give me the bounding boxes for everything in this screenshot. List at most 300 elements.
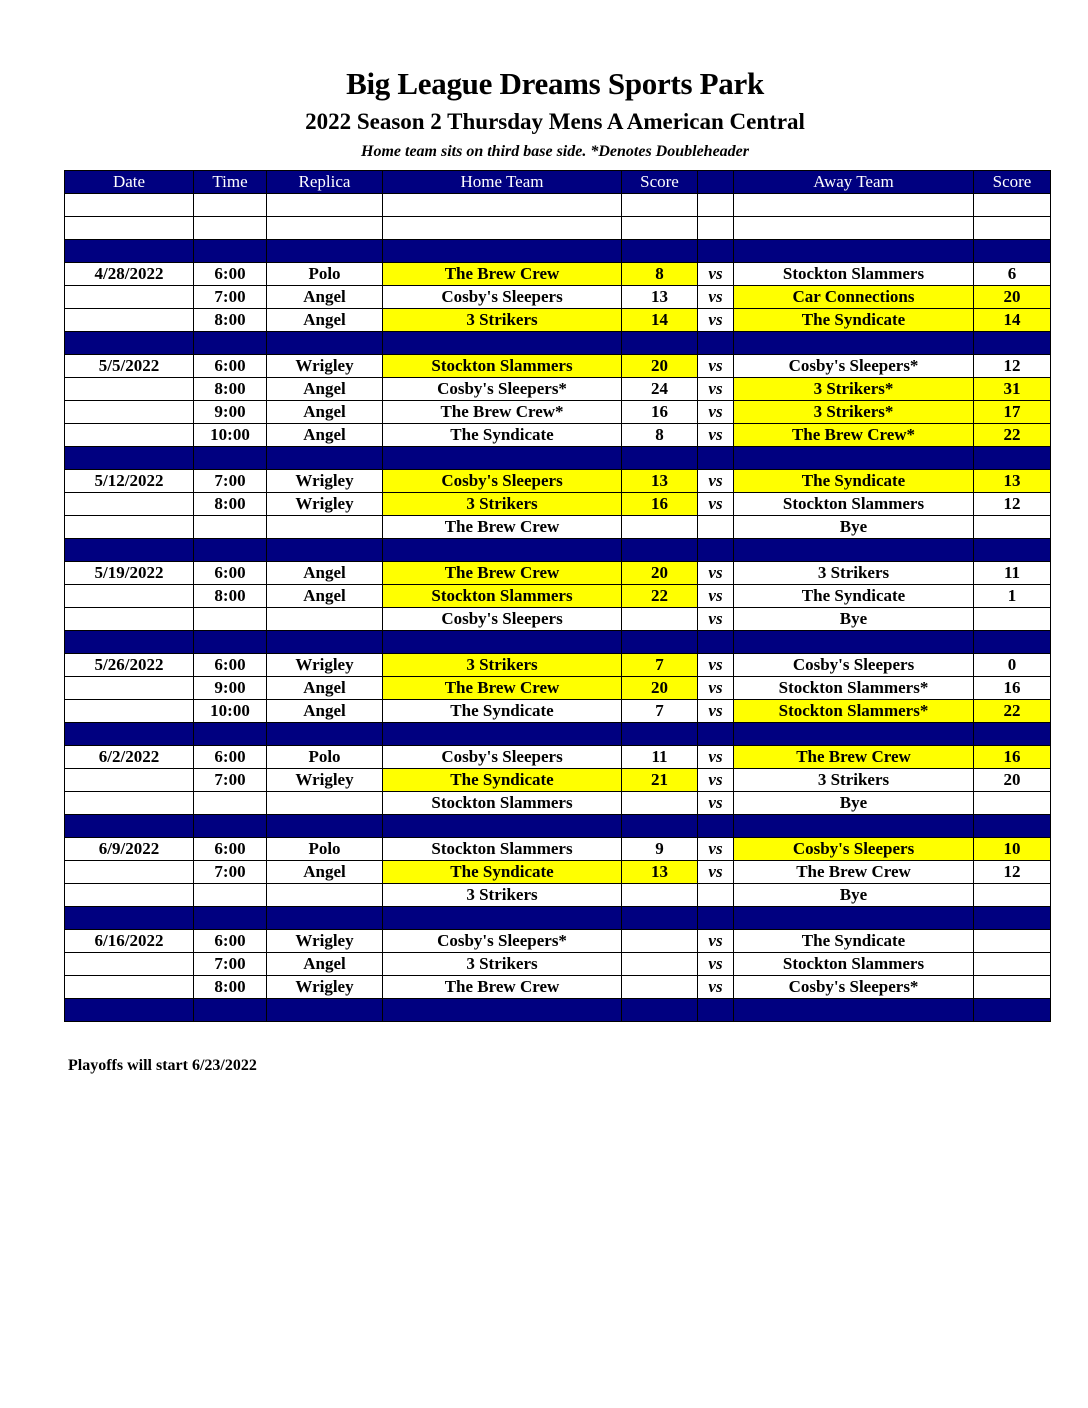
away-score-cell xyxy=(974,217,1051,240)
time-cell: 7:00 xyxy=(194,769,267,792)
date-cell xyxy=(65,976,194,999)
separator-row xyxy=(65,999,1051,1022)
date-cell xyxy=(65,194,194,217)
replica-cell: Polo xyxy=(267,746,383,769)
table-row xyxy=(65,355,1051,378)
home-score-cell xyxy=(622,930,698,953)
separator-cell xyxy=(698,907,734,930)
vs-cell: vs xyxy=(698,585,734,608)
separator-cell xyxy=(974,907,1051,930)
vs-cell: vs xyxy=(698,493,734,516)
date-cell xyxy=(65,309,194,332)
vs-cell: vs xyxy=(698,746,734,769)
separator-cell xyxy=(267,907,383,930)
separator-cell xyxy=(622,332,698,355)
vs-cell: vs xyxy=(698,309,734,332)
col-header-home-score: Score xyxy=(622,171,698,194)
table-row xyxy=(65,976,1051,999)
separator-cell xyxy=(65,447,194,470)
separator-cell xyxy=(698,815,734,838)
time-cell: 6:00 xyxy=(194,355,267,378)
separator-cell xyxy=(698,447,734,470)
separator-cell xyxy=(194,447,267,470)
separator-cell xyxy=(194,539,267,562)
separator-cell xyxy=(383,631,622,654)
vs-cell: vs xyxy=(698,263,734,286)
home-score-cell xyxy=(622,884,698,907)
time-cell xyxy=(194,792,267,815)
separator-cell xyxy=(267,539,383,562)
vs-cell: vs xyxy=(698,769,734,792)
table-row xyxy=(65,861,1051,884)
separator-cell xyxy=(734,907,974,930)
separator-cell xyxy=(974,240,1051,263)
separator-cell xyxy=(974,723,1051,746)
table-row xyxy=(65,194,1051,217)
home-team-cell: The Brew Crew xyxy=(383,516,622,539)
home-team-cell: Stockton Slammers xyxy=(383,585,622,608)
away-team-cell: The Brew Crew xyxy=(734,861,974,884)
separator-cell xyxy=(267,447,383,470)
time-cell: 9:00 xyxy=(194,677,267,700)
table-row xyxy=(65,424,1051,447)
away-team-cell: Car Connections xyxy=(734,286,974,309)
separator-cell xyxy=(383,447,622,470)
home-score-cell xyxy=(622,792,698,815)
separator-cell xyxy=(698,999,734,1022)
home-score-cell xyxy=(622,953,698,976)
time-cell xyxy=(194,217,267,240)
vs-cell xyxy=(698,194,734,217)
home-score-cell xyxy=(622,976,698,999)
home-score-cell: 20 xyxy=(622,562,698,585)
away-score-cell xyxy=(974,792,1051,815)
date-cell xyxy=(65,608,194,631)
home-score-cell: 9 xyxy=(622,838,698,861)
home-team-cell: 3 Strikers xyxy=(383,654,622,677)
home-team-cell: 3 Strikers xyxy=(383,493,622,516)
replica-cell: Angel xyxy=(267,562,383,585)
away-team-cell xyxy=(734,194,974,217)
away-score-cell xyxy=(974,516,1051,539)
away-team-cell: Stockton Slammers* xyxy=(734,677,974,700)
vs-cell: vs xyxy=(698,654,734,677)
vs-cell: vs xyxy=(698,976,734,999)
col-header-time: Time xyxy=(194,171,267,194)
replica-cell: Wrigley xyxy=(267,355,383,378)
away-team-cell: 3 Strikers* xyxy=(734,378,974,401)
replica-cell: Wrigley xyxy=(267,976,383,999)
replica-cell xyxy=(267,194,383,217)
separator-cell xyxy=(734,999,974,1022)
replica-cell: Angel xyxy=(267,861,383,884)
vs-cell: vs xyxy=(698,700,734,723)
away-team-cell: The Syndicate xyxy=(734,309,974,332)
replica-cell xyxy=(267,792,383,815)
separator-row xyxy=(65,907,1051,930)
away-score-cell: 22 xyxy=(974,700,1051,723)
separator-cell xyxy=(974,332,1051,355)
home-team-cell: The Syndicate xyxy=(383,700,622,723)
replica-cell: Angel xyxy=(267,585,383,608)
home-score-cell: 22 xyxy=(622,585,698,608)
date-cell xyxy=(65,585,194,608)
replica-cell: Angel xyxy=(267,309,383,332)
table-row xyxy=(65,884,1051,907)
home-score-cell: 11 xyxy=(622,746,698,769)
separator-cell xyxy=(194,631,267,654)
away-team-cell: Stockton Slammers xyxy=(734,493,974,516)
home-score-cell: 24 xyxy=(622,378,698,401)
away-score-cell: 1 xyxy=(974,585,1051,608)
doubleheader-note: Home team sits on third base side. *Denotes Doubleheader xyxy=(361,143,749,160)
separator-cell xyxy=(622,907,698,930)
replica-cell: Wrigley xyxy=(267,470,383,493)
col-header-home-team: Home Team xyxy=(383,171,622,194)
replica-cell: Angel xyxy=(267,378,383,401)
separator-cell xyxy=(194,815,267,838)
separator-cell xyxy=(65,631,194,654)
schedule-table xyxy=(64,170,1051,1022)
separator-cell xyxy=(622,723,698,746)
time-cell: 8:00 xyxy=(194,378,267,401)
page-title: Big League Dreams Sports Park xyxy=(346,66,764,101)
away-team-cell: The Brew Crew* xyxy=(734,424,974,447)
separator-cell xyxy=(698,332,734,355)
separator-cell xyxy=(698,631,734,654)
table-row xyxy=(65,953,1051,976)
home-score-cell: 20 xyxy=(622,677,698,700)
home-team-cell: Cosby's Sleepers xyxy=(383,470,622,493)
away-score-cell: 12 xyxy=(974,355,1051,378)
vs-cell: vs xyxy=(698,378,734,401)
separator-cell xyxy=(65,907,194,930)
playoffs-note: Playoffs will start 6/23/2022 xyxy=(68,1057,257,1074)
separator-cell xyxy=(194,723,267,746)
away-team-cell: 3 Strikers xyxy=(734,562,974,585)
separator-cell xyxy=(622,240,698,263)
home-team-cell xyxy=(383,194,622,217)
date-cell xyxy=(65,953,194,976)
home-team-cell: Stockton Slammers xyxy=(383,838,622,861)
time-cell: 6:00 xyxy=(194,263,267,286)
separator-row xyxy=(65,447,1051,470)
vs-cell xyxy=(698,516,734,539)
time-cell xyxy=(194,884,267,907)
separator-cell xyxy=(194,240,267,263)
vs-cell: vs xyxy=(698,424,734,447)
table-row xyxy=(65,608,1051,631)
replica-cell: Angel xyxy=(267,953,383,976)
date-cell xyxy=(65,700,194,723)
time-cell: 6:00 xyxy=(194,838,267,861)
away-score-cell xyxy=(974,194,1051,217)
home-team-cell: Cosby's Sleepers xyxy=(383,286,622,309)
away-score-cell xyxy=(974,976,1051,999)
home-team-cell: The Brew Crew* xyxy=(383,401,622,424)
separator-cell xyxy=(65,723,194,746)
vs-cell: vs xyxy=(698,861,734,884)
separator-cell xyxy=(267,240,383,263)
date-cell xyxy=(65,792,194,815)
time-cell: 10:00 xyxy=(194,424,267,447)
away-team-cell: The Syndicate xyxy=(734,930,974,953)
separator-cell xyxy=(622,631,698,654)
away-score-cell: 22 xyxy=(974,424,1051,447)
replica-cell: Wrigley xyxy=(267,930,383,953)
vs-cell: vs xyxy=(698,677,734,700)
separator-cell xyxy=(194,999,267,1022)
separator-cell xyxy=(383,815,622,838)
separator-cell xyxy=(734,240,974,263)
home-score-cell: 21 xyxy=(622,769,698,792)
separator-row xyxy=(65,240,1051,263)
replica-cell: Polo xyxy=(267,263,383,286)
vs-cell: vs xyxy=(698,608,734,631)
separator-cell xyxy=(267,723,383,746)
table-row xyxy=(65,309,1051,332)
date-cell xyxy=(65,401,194,424)
time-cell: 6:00 xyxy=(194,562,267,585)
schedule-body xyxy=(65,194,1051,1022)
away-team-cell: The Brew Crew xyxy=(734,746,974,769)
away-score-cell: 14 xyxy=(974,309,1051,332)
table-row xyxy=(65,493,1051,516)
table-row xyxy=(65,263,1051,286)
table-row xyxy=(65,470,1051,493)
separator-cell xyxy=(383,999,622,1022)
date-cell xyxy=(65,861,194,884)
vs-cell: vs xyxy=(698,470,734,493)
date-cell: 4/28/2022 xyxy=(65,263,194,286)
date-cell xyxy=(65,884,194,907)
separator-cell xyxy=(734,723,974,746)
date-cell xyxy=(65,424,194,447)
home-team-cell: Cosby's Sleepers* xyxy=(383,930,622,953)
vs-cell: vs xyxy=(698,930,734,953)
away-team-cell: Cosby's Sleepers* xyxy=(734,976,974,999)
home-team-cell: The Brew Crew xyxy=(383,562,622,585)
time-cell: 6:00 xyxy=(194,654,267,677)
replica-cell: Wrigley xyxy=(267,493,383,516)
table-row xyxy=(65,769,1051,792)
away-team-cell: Bye xyxy=(734,884,974,907)
separator-cell xyxy=(734,332,974,355)
separator-cell xyxy=(622,447,698,470)
away-score-cell xyxy=(974,884,1051,907)
table-header-row xyxy=(65,171,1051,194)
away-team-cell: Cosby's Sleepers* xyxy=(734,355,974,378)
home-score-cell: 13 xyxy=(622,286,698,309)
vs-cell: vs xyxy=(698,355,734,378)
separator-cell xyxy=(267,631,383,654)
away-score-cell: 17 xyxy=(974,401,1051,424)
home-team-cell: The Brew Crew xyxy=(383,976,622,999)
table-row xyxy=(65,700,1051,723)
home-score-cell: 16 xyxy=(622,493,698,516)
away-score-cell xyxy=(974,930,1051,953)
table-row xyxy=(65,654,1051,677)
home-score-cell: 13 xyxy=(622,861,698,884)
date-cell xyxy=(65,217,194,240)
home-score-cell: 8 xyxy=(622,424,698,447)
separator-row xyxy=(65,539,1051,562)
away-score-cell xyxy=(974,608,1051,631)
replica-cell xyxy=(267,884,383,907)
away-team-cell: Cosby's Sleepers xyxy=(734,838,974,861)
separator-cell xyxy=(734,447,974,470)
away-team-cell: Bye xyxy=(734,608,974,631)
home-team-cell: Cosby's Sleepers xyxy=(383,746,622,769)
replica-cell xyxy=(267,217,383,240)
separator-cell xyxy=(974,999,1051,1022)
time-cell xyxy=(194,516,267,539)
replica-cell: Wrigley xyxy=(267,654,383,677)
away-score-cell: 12 xyxy=(974,493,1051,516)
separator-cell xyxy=(622,815,698,838)
separator-cell xyxy=(698,240,734,263)
col-header-date: Date xyxy=(65,171,194,194)
home-team-cell: 3 Strikers xyxy=(383,953,622,976)
separator-cell xyxy=(974,447,1051,470)
date-cell xyxy=(65,769,194,792)
page-subtitle: 2022 Season 2 Thursday Mens A American Central xyxy=(305,109,805,134)
replica-cell: Angel xyxy=(267,700,383,723)
replica-cell: Angel xyxy=(267,401,383,424)
separator-row xyxy=(65,815,1051,838)
time-cell: 9:00 xyxy=(194,401,267,424)
away-score-cell: 31 xyxy=(974,378,1051,401)
separator-cell xyxy=(622,999,698,1022)
separator-cell xyxy=(383,907,622,930)
col-header-away-team: Away Team xyxy=(734,171,974,194)
date-cell: 5/12/2022 xyxy=(65,470,194,493)
home-score-cell: 7 xyxy=(622,700,698,723)
home-team-cell: The Brew Crew xyxy=(383,263,622,286)
away-team-cell: The Syndicate xyxy=(734,470,974,493)
table-row xyxy=(65,378,1051,401)
home-score-cell: 7 xyxy=(622,654,698,677)
home-team-cell: The Syndicate xyxy=(383,861,622,884)
away-team-cell: 3 Strikers xyxy=(734,769,974,792)
separator-cell xyxy=(734,815,974,838)
vs-cell: vs xyxy=(698,562,734,585)
date-cell xyxy=(65,516,194,539)
separator-cell xyxy=(65,999,194,1022)
home-team-cell: Stockton Slammers xyxy=(383,355,622,378)
away-score-cell: 10 xyxy=(974,838,1051,861)
away-team-cell: The Syndicate xyxy=(734,585,974,608)
replica-cell: Polo xyxy=(267,838,383,861)
separator-cell xyxy=(65,815,194,838)
away-score-cell: 16 xyxy=(974,677,1051,700)
home-team-cell: 3 Strikers xyxy=(383,884,622,907)
away-score-cell xyxy=(974,953,1051,976)
separator-row xyxy=(65,332,1051,355)
vs-cell xyxy=(698,884,734,907)
away-score-cell: 0 xyxy=(974,654,1051,677)
table-row xyxy=(65,516,1051,539)
home-score-cell xyxy=(622,217,698,240)
away-team-cell xyxy=(734,217,974,240)
table-row xyxy=(65,286,1051,309)
date-cell xyxy=(65,378,194,401)
time-cell xyxy=(194,608,267,631)
home-score-cell xyxy=(622,608,698,631)
time-cell: 7:00 xyxy=(194,470,267,493)
replica-cell: Angel xyxy=(267,677,383,700)
date-cell: 6/16/2022 xyxy=(65,930,194,953)
separator-cell xyxy=(974,815,1051,838)
table-row xyxy=(65,585,1051,608)
away-team-cell: 3 Strikers* xyxy=(734,401,974,424)
replica-cell: Wrigley xyxy=(267,769,383,792)
separator-cell xyxy=(194,332,267,355)
away-team-cell: Cosby's Sleepers xyxy=(734,654,974,677)
time-cell: 6:00 xyxy=(194,746,267,769)
vs-cell: vs xyxy=(698,401,734,424)
col-header-replica: Replica xyxy=(267,171,383,194)
away-team-cell: Stockton Slammers xyxy=(734,953,974,976)
separator-cell xyxy=(383,723,622,746)
home-team-cell: Stockton Slammers xyxy=(383,792,622,815)
table-row xyxy=(65,792,1051,815)
away-team-cell: Stockton Slammers xyxy=(734,263,974,286)
home-score-cell: 16 xyxy=(622,401,698,424)
separator-cell xyxy=(383,332,622,355)
time-cell: 10:00 xyxy=(194,700,267,723)
time-cell: 8:00 xyxy=(194,493,267,516)
col-header-away-score: Score xyxy=(974,171,1051,194)
date-cell: 5/19/2022 xyxy=(65,562,194,585)
date-cell xyxy=(65,677,194,700)
home-score-cell: 13 xyxy=(622,470,698,493)
replica-cell xyxy=(267,608,383,631)
home-team-cell: 3 Strikers xyxy=(383,309,622,332)
home-team-cell: The Syndicate xyxy=(383,424,622,447)
home-team-cell: The Brew Crew xyxy=(383,677,622,700)
date-cell: 5/5/2022 xyxy=(65,355,194,378)
vs-cell: vs xyxy=(698,953,734,976)
separator-cell xyxy=(974,539,1051,562)
time-cell: 7:00 xyxy=(194,861,267,884)
away-score-cell: 12 xyxy=(974,861,1051,884)
home-score-cell: 20 xyxy=(622,355,698,378)
home-score-cell: 14 xyxy=(622,309,698,332)
separator-cell xyxy=(65,332,194,355)
separator-cell xyxy=(194,907,267,930)
away-team-cell: Bye xyxy=(734,516,974,539)
separator-cell xyxy=(267,815,383,838)
away-team-cell: Stockton Slammers* xyxy=(734,700,974,723)
home-team-cell: Cosby's Sleepers* xyxy=(383,378,622,401)
home-team-cell: The Syndicate xyxy=(383,769,622,792)
table-row xyxy=(65,930,1051,953)
home-score-cell: 8 xyxy=(622,263,698,286)
separator-cell xyxy=(383,539,622,562)
away-score-cell: 20 xyxy=(974,286,1051,309)
table-row xyxy=(65,401,1051,424)
date-cell: 6/2/2022 xyxy=(65,746,194,769)
replica-cell: Angel xyxy=(267,424,383,447)
separator-cell xyxy=(267,999,383,1022)
away-score-cell: 13 xyxy=(974,470,1051,493)
separator-cell xyxy=(65,539,194,562)
table-row xyxy=(65,562,1051,585)
time-cell: 8:00 xyxy=(194,585,267,608)
away-score-cell: 16 xyxy=(974,746,1051,769)
table-row xyxy=(65,217,1051,240)
